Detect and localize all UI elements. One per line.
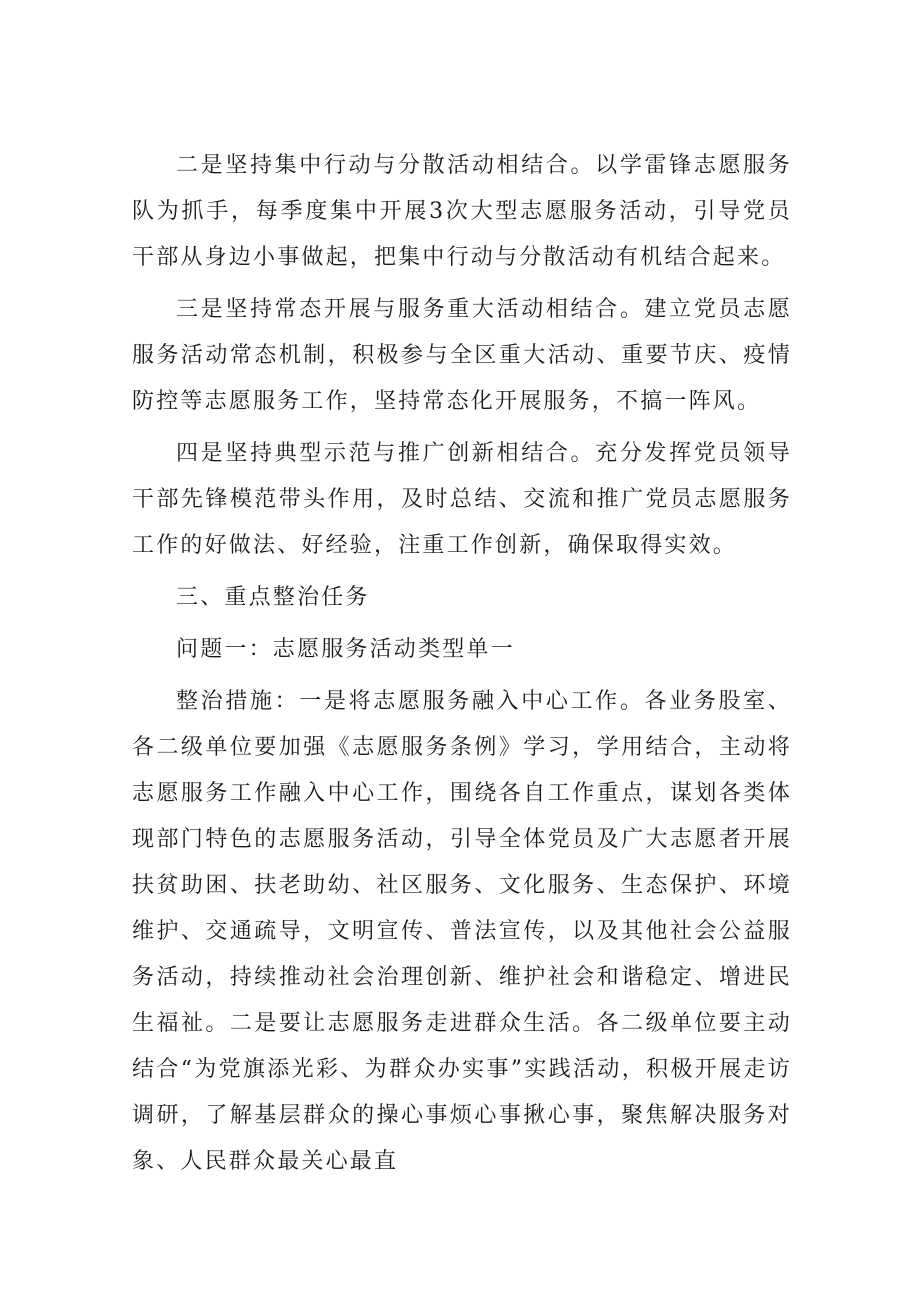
problem-heading: 问题一：志愿服务活动类型单一 bbox=[176, 637, 515, 662]
section-heading: 三、重点整治任务 bbox=[176, 585, 370, 610]
paragraph-principle-two: 二是坚持集中行动与分散活动相结合。以学雷锋志愿服务队为抓手，每季度集中开展3次大型志愿服务活动，引导党员干部从身边小事做起，把集中行动与分散活动有机结合起来。 bbox=[132, 153, 792, 270]
document-body bbox=[132, 143, 792, 1191]
paragraph-measures: 整治措施：一是将志愿服务融入中心工作。各业务股室、各二级单位要加强《志愿服务条例》学习，学用结合，主动将志愿服务工作融入中心工作，围绕各自工作重点，谋划各类体现部门特色的志愿服务活动，引导全体党员及广大志愿者开展扶贫助困、扶老助幼、社区服务、文化服务、生态保护、环境维护、交通疏导，文明宣传、普法宣传，以及其他社会公益服务活动，持续推动社会治理创新、维护社会和谐稳定、增进民生福祉。二是要让志愿服务走进群众生活。各二级单位要主动结合“为党旗添光彩、为群众办实事”实践活动，积极开展走访调研，了解基层群众的操心事烦心事揪心事，聚焦解决服务对象、人民群众最关心最直 bbox=[132, 689, 792, 1174]
paragraph-principle-three: 三是坚持常态开展与服务重大活动相结合。建立党员志愿服务活动常态机制，积极参与全区重大活动、重要节庆、疫情防控等志愿服务工作，坚持常态化开展服务，不搞一阵风。 bbox=[132, 297, 792, 414]
paragraph-principle-four: 四是坚持典型示范与推广创新相结合。充分发挥党员领导干部先锋模范带头作用，及时总结、交流和推广党员志愿服务工作的好做法、好经验，注重工作创新，确保取得实效。 bbox=[132, 441, 792, 558]
